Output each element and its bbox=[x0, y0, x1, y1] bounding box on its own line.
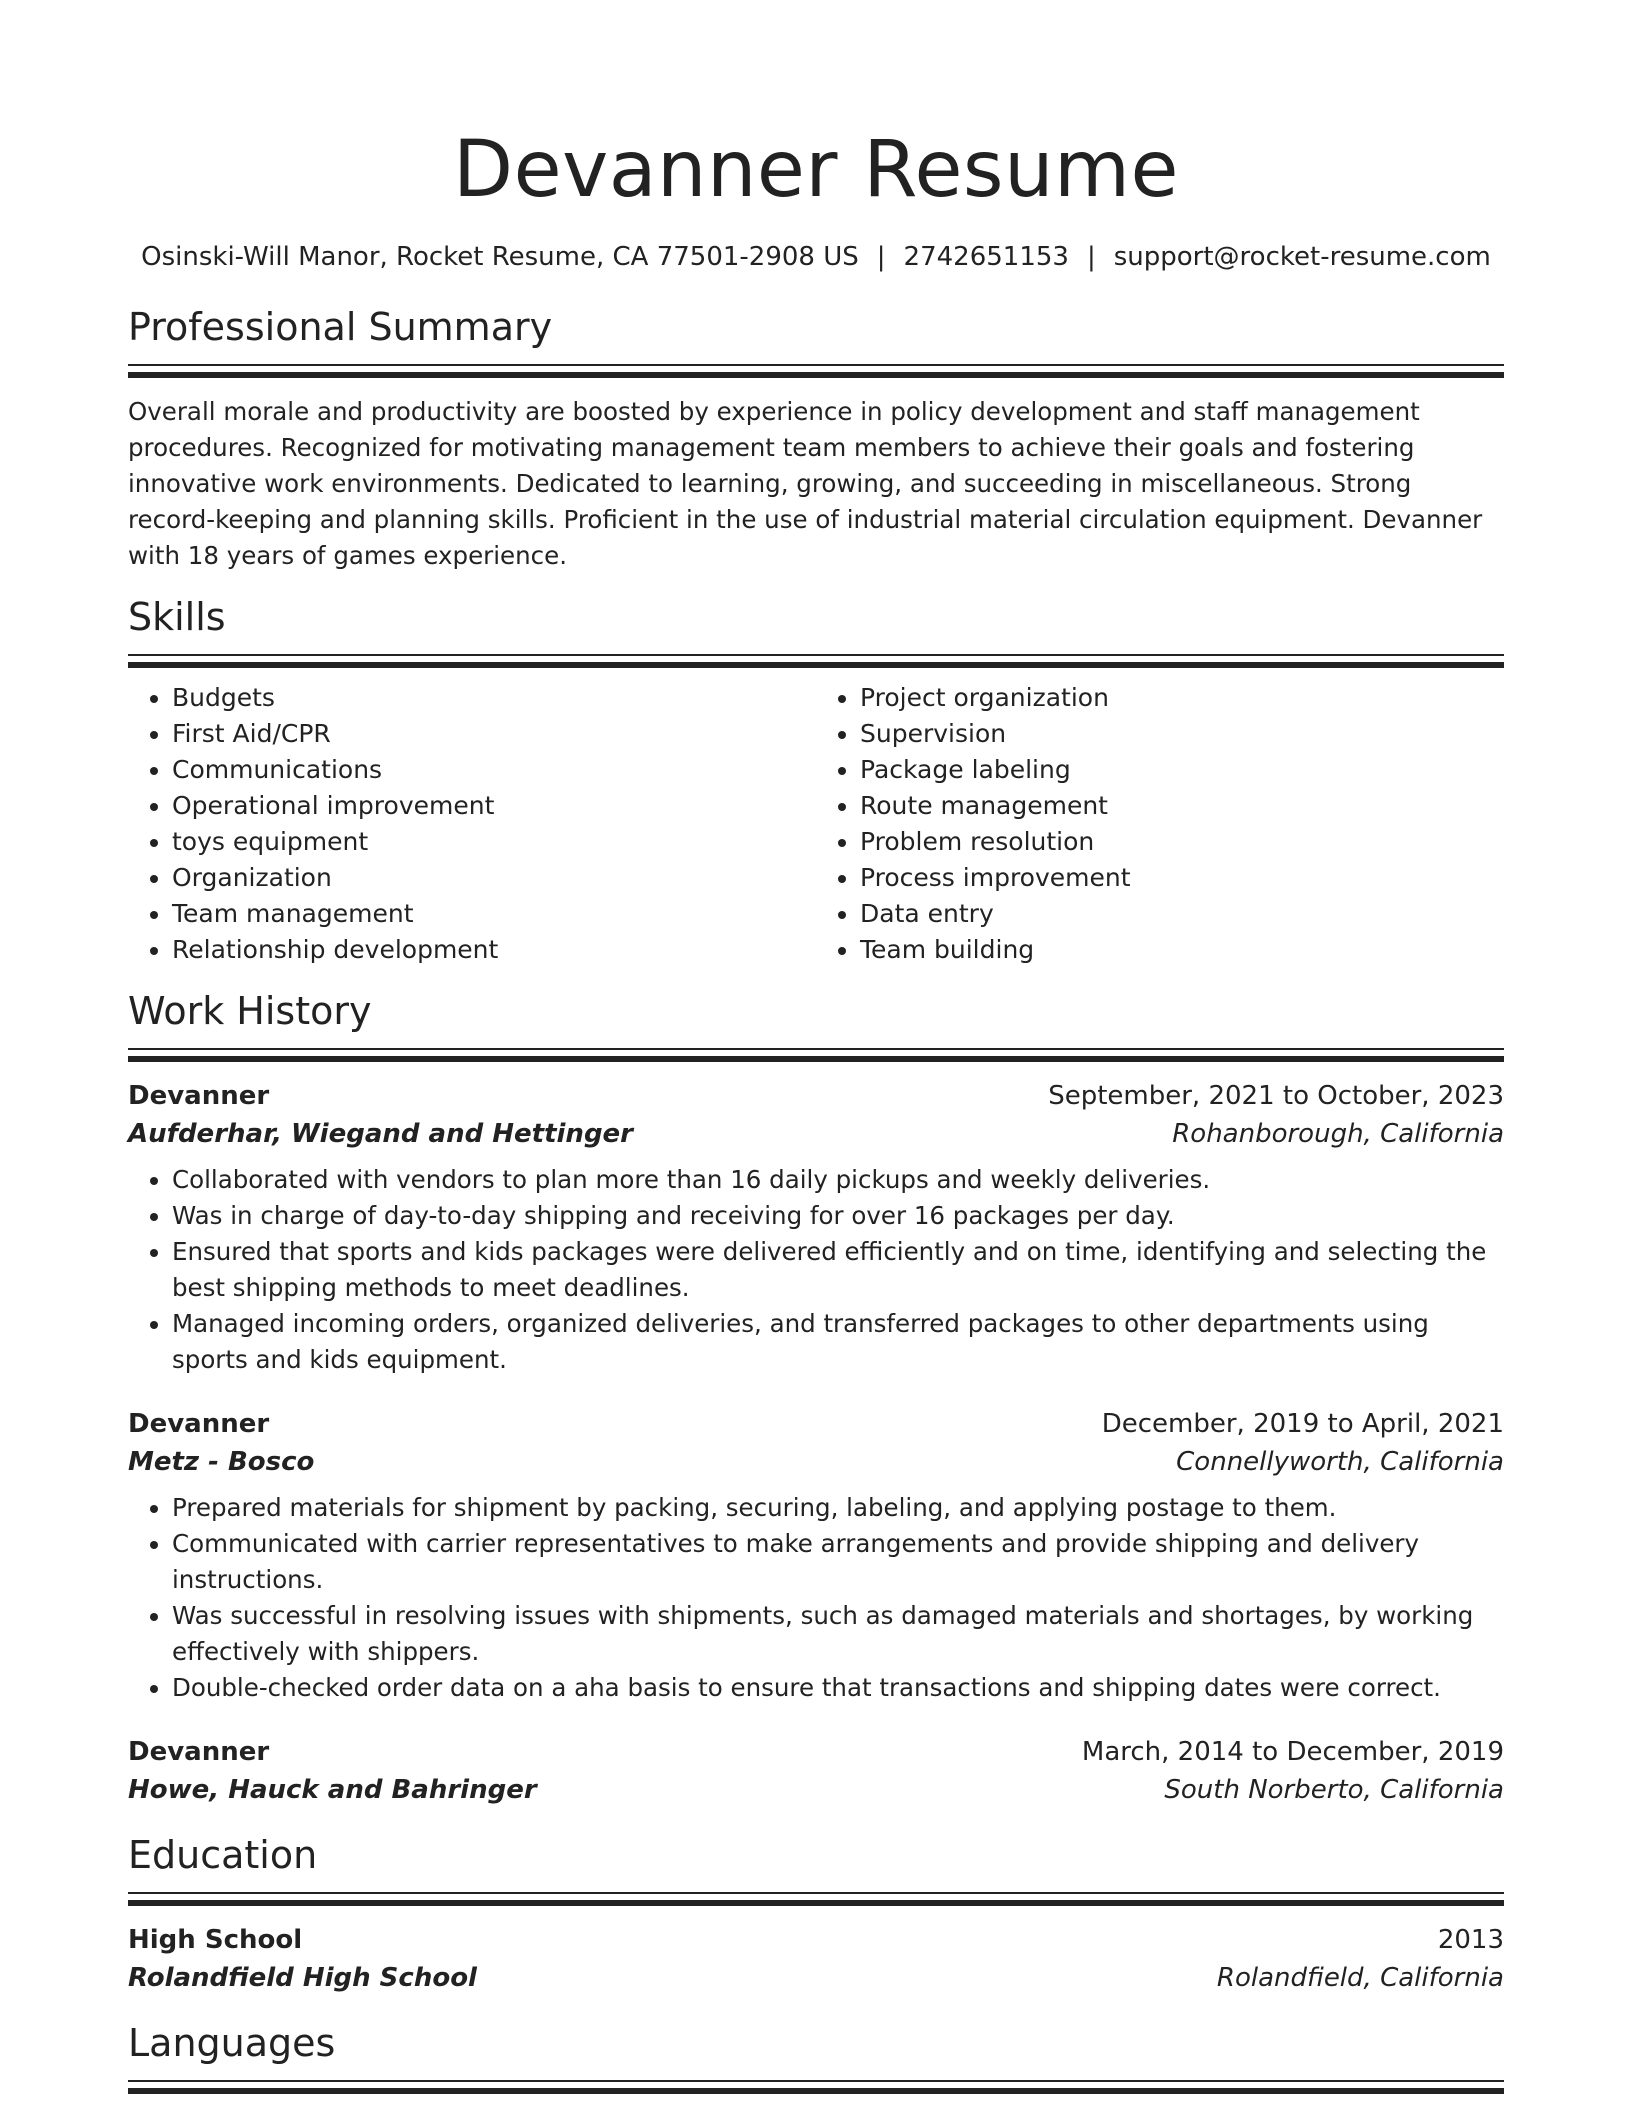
section-divider bbox=[128, 654, 1504, 668]
job-bullet: • Managed incoming orders, organized deliveries, and transferred packages to other departments using sports and kids equipment. bbox=[172, 1306, 1504, 1378]
skill-item: • toys equipment bbox=[172, 824, 816, 860]
contact-email: support@rocket-resume.com bbox=[1113, 242, 1491, 272]
job-location: South Norberto, California bbox=[1164, 1775, 1504, 1805]
education-year: 2013 bbox=[1437, 1925, 1504, 1955]
skill-item: • Team management bbox=[172, 896, 816, 932]
section-heading-summary: Professional Summary bbox=[128, 305, 553, 349]
job-bullet: • Was in charge of day-to-day shipping and receiving for over 16 packages per day. bbox=[172, 1198, 1504, 1234]
skills-section bbox=[128, 594, 1504, 968]
section-divider bbox=[128, 1048, 1504, 1062]
job-company: Howe, Hauck and Bahringer bbox=[128, 1775, 537, 1805]
skill-item: • Data entry bbox=[860, 896, 1504, 932]
job-company: Aufderhar, Wiegand and Hettinger bbox=[128, 1119, 634, 1149]
languages-section bbox=[128, 2020, 1504, 2094]
skill-item: • Communications bbox=[172, 752, 816, 788]
job-dates: December, 2019 to April, 2021 bbox=[1101, 1409, 1504, 1439]
job-entry bbox=[128, 1406, 1504, 1706]
job-bullets bbox=[128, 1490, 1504, 1706]
job-bullet: • Communicated with carrier representatives to make arrangements and provide shipping and delivery instructions. bbox=[172, 1526, 1504, 1598]
skill-item: • Supervision bbox=[860, 716, 1504, 752]
contact-line bbox=[128, 240, 1504, 274]
skill-item: • Organization bbox=[172, 860, 816, 896]
section-heading-education: Education bbox=[128, 1833, 318, 1877]
contact-separator: | bbox=[1086, 242, 1096, 272]
job-title: Devanner bbox=[128, 1737, 270, 1767]
skill-item: • First Aid/CPR bbox=[172, 716, 816, 752]
skill-item: • Process improvement bbox=[860, 860, 1504, 896]
skill-item: • Budgets bbox=[172, 680, 816, 716]
work-history-section bbox=[128, 988, 1504, 1810]
section-divider bbox=[128, 1892, 1504, 1906]
job-entry bbox=[128, 1078, 1504, 1378]
job-dates: March, 2014 to December, 2019 bbox=[1081, 1737, 1504, 1767]
education-school: Rolandfield High School bbox=[128, 1963, 477, 1993]
job-title: Devanner bbox=[128, 1081, 270, 1111]
job-bullet: • Prepared materials for shipment by packing, securing, labeling, and applying postage to them. bbox=[172, 1490, 1504, 1526]
skill-item: • Relationship development bbox=[172, 932, 816, 968]
contact-separator: | bbox=[876, 242, 886, 272]
skills-list-right bbox=[816, 680, 1504, 968]
contact-phone: 2742651153 bbox=[903, 242, 1069, 272]
job-bullet: • Collaborated with vendors to plan more than 16 daily pickups and weekly deliveries. bbox=[172, 1162, 1504, 1198]
skills-columns bbox=[128, 680, 1504, 968]
job-entry bbox=[128, 1734, 1504, 1810]
job-bullet: • Double-checked order data on a aha basis to ensure that transactions and shipping dates were correct. bbox=[172, 1670, 1504, 1706]
summary-section bbox=[128, 304, 1504, 574]
education-degree: High School bbox=[128, 1925, 303, 1955]
job-bullet: • Was successful in resolving issues with shipments, such as damaged materials and shortages, by working effectively with shippers. bbox=[172, 1598, 1504, 1670]
skills-list-left bbox=[128, 680, 816, 968]
skill-item: • Operational improvement bbox=[172, 788, 816, 824]
skill-item: • Team building bbox=[860, 932, 1504, 968]
section-divider bbox=[128, 2080, 1504, 2094]
job-location: Rohanborough, California bbox=[1172, 1119, 1504, 1149]
contact-address: Osinski-Will Manor, Rocket Resume, CA 77501-2908 US bbox=[141, 242, 859, 272]
education-section bbox=[128, 1832, 1504, 1998]
resume-title: Devanner Resume bbox=[453, 125, 1179, 215]
section-heading-languages: Languages bbox=[128, 2021, 336, 2065]
job-bullets bbox=[128, 1162, 1504, 1378]
skill-item: • Route management bbox=[860, 788, 1504, 824]
section-heading-skills: Skills bbox=[128, 595, 226, 639]
job-dates: September, 2021 to October, 2023 bbox=[1048, 1081, 1504, 1111]
job-title: Devanner bbox=[128, 1409, 270, 1439]
job-company: Metz - Bosco bbox=[128, 1447, 315, 1477]
skill-item: • Project organization bbox=[860, 680, 1504, 716]
skill-item: • Package labeling bbox=[860, 752, 1504, 788]
summary-text: Overall morale and productivity are boosted by experience in policy development and staff management procedures. Recognized for motivating management team members to achieve their goals and fostering innovative work environments. Dedicated to learning, growing, and succeeding in miscellaneous. Strong record-keeping and planning skills. Proficient in the use of industrial material circulation equipment. Devanner with 18 years of games experience. bbox=[128, 397, 1483, 570]
education-entry bbox=[128, 1922, 1504, 1998]
section-divider bbox=[128, 364, 1504, 378]
education-location: Rolandfield, California bbox=[1216, 1963, 1504, 1993]
section-heading-work-history: Work History bbox=[128, 989, 372, 1033]
skill-item: • Problem resolution bbox=[860, 824, 1504, 860]
job-location: Connellyworth, California bbox=[1176, 1447, 1504, 1477]
job-bullet: • Ensured that sports and kids packages were delivered efficiently and on time, identifying and selecting the best shipping methods to meet deadlines. bbox=[172, 1234, 1504, 1306]
